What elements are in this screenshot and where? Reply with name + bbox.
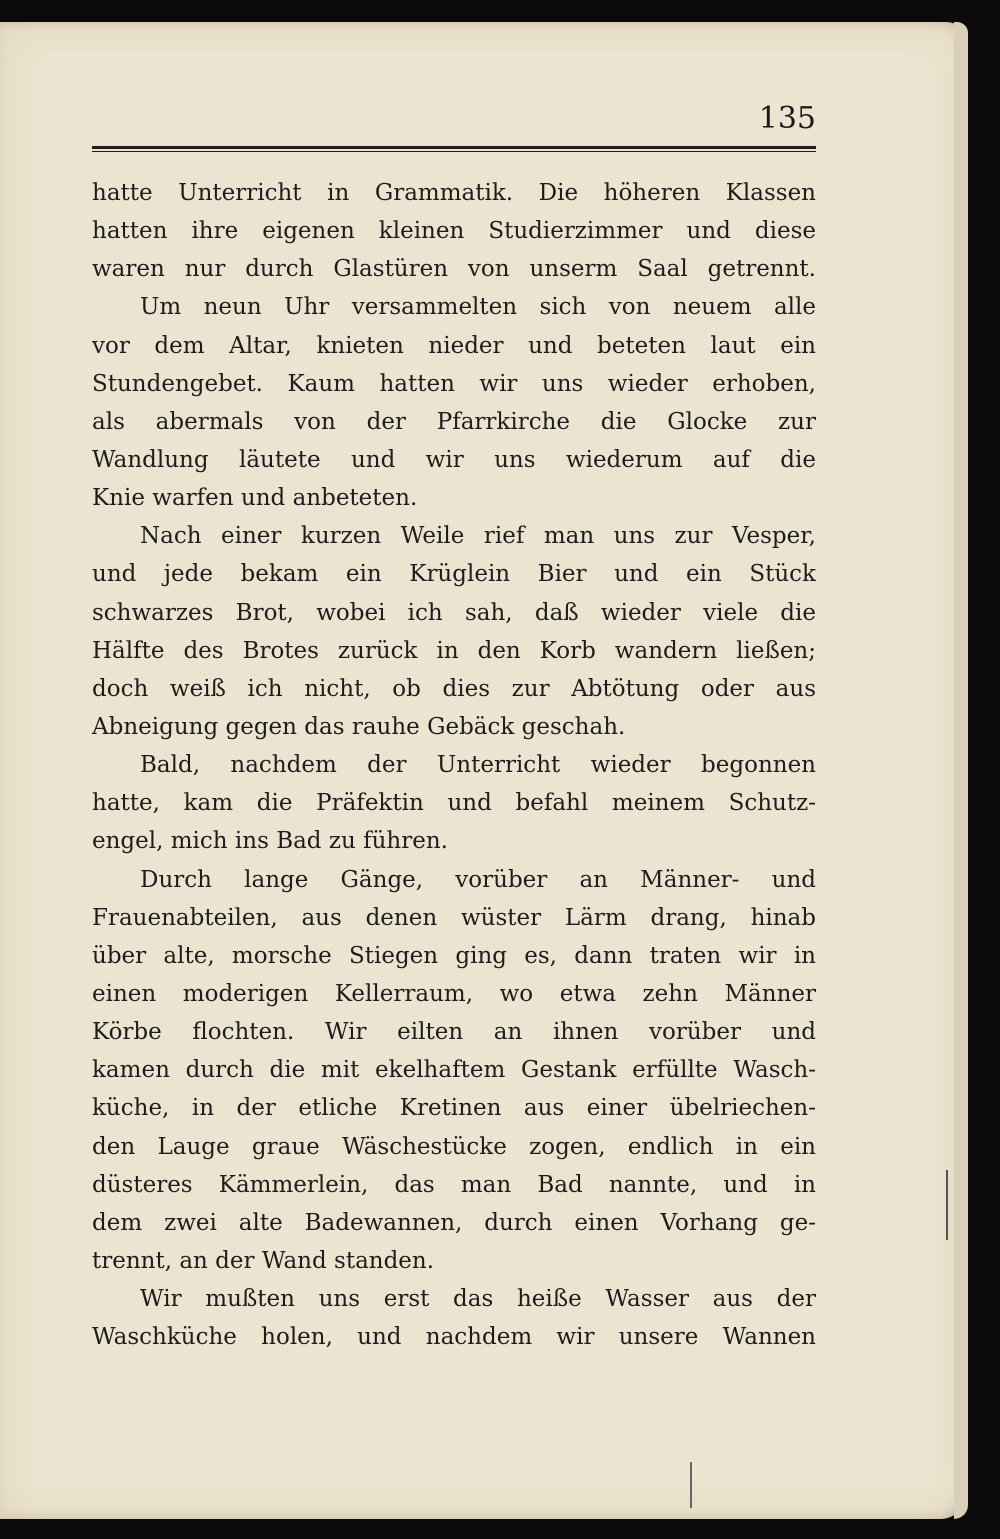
text-line: Durch lange Gänge, vorüber an Männer- und	[140, 866, 816, 893]
text-line: Wandlung läutete und wir uns wiederum auf die	[92, 446, 816, 473]
text-line: doch weiß ich nicht, ob dies zur Abtötung oder aus	[92, 675, 816, 702]
page-edge	[954, 22, 968, 1519]
text-line: küche, in der etliche Kretinen aus einer übelriechen-	[92, 1095, 816, 1122]
text-line: den Lauge graue Wäschestücke zogen, endlich in ein	[92, 1133, 816, 1160]
text-line: Knie warfen und anbeteten.	[92, 485, 418, 512]
text-line: waren nur durch Glastüren von unserm Saal getrennt.	[92, 256, 816, 283]
text-line: Bald, nachdem der Unterricht wieder begonnen	[140, 752, 816, 779]
margin-mark	[946, 1170, 948, 1240]
page-number: 135	[758, 101, 816, 136]
text-line: hatten ihre eigenen kleinen Studierzimmer und diese	[92, 218, 816, 245]
text-line: kamen durch die mit ekelhaftem Gestank erfüllte Wasch-	[92, 1057, 816, 1084]
text-line: dem zwei alte Badewannen, durch einen Vorhang ge-	[92, 1209, 816, 1236]
text-line: hatte Unterricht in Grammatik. Die höheren Klassen	[92, 180, 816, 206]
text-line: Waschküche holen, und nachdem wir unsere Wannen	[92, 1324, 816, 1351]
text-line: Um neun Uhr versammelten sich von neuem alle	[140, 294, 816, 321]
bottom-mark	[690, 1462, 692, 1508]
text-line: und jede bekam ein Krüglein Bier und ein Stück	[92, 561, 816, 588]
body-text	[92, 174, 816, 1356]
text-line: Nach einer kurzen Weile rief man uns zur Vesper,	[140, 523, 816, 550]
text-line: hatte, kam die Präfektin und befahl meinem Schutz-	[92, 790, 816, 817]
text-line: düsteres Kämmerlein, das man Bad nannte, und in	[92, 1171, 816, 1198]
text-line: Hälfte des Brotes zurück in den Korb wandern ließen;	[92, 637, 816, 664]
text-line: Frauenabteilen, aus denen wüster Lärm drang, hinab	[92, 904, 816, 931]
text-line: Wir mußten uns erst das heiße Wasser aus der	[140, 1286, 816, 1313]
text-line: Körbe flochten. Wir eilten an ihnen vorüber und	[92, 1019, 816, 1046]
text-line: engel, mich ins Bad zu führen.	[92, 828, 448, 855]
header-rule	[92, 146, 816, 149]
text-line: Abneigung gegen das rauhe Gebäck geschah.	[92, 713, 626, 740]
text-line: als abermals von der Pfarrkirche die Glocke zur	[92, 408, 816, 435]
text-line: einen moderigen Kellerraum, wo etwa zehn Männer	[92, 980, 816, 1007]
text-line: über alte, morsche Stiegen ging es, dann traten wir in	[92, 942, 816, 969]
text-line: schwarzes Brot, wobei ich sah, daß wieder viele die	[92, 599, 816, 626]
text-line: vor dem Altar, knieten nieder und beteten laut ein	[92, 332, 816, 359]
paper-sheet	[0, 22, 968, 1519]
text-line: Stundengebet. Kaum hatten wir uns wieder erhoben,	[92, 370, 816, 397]
text-line: trennt, an der Wand standen.	[92, 1247, 435, 1274]
